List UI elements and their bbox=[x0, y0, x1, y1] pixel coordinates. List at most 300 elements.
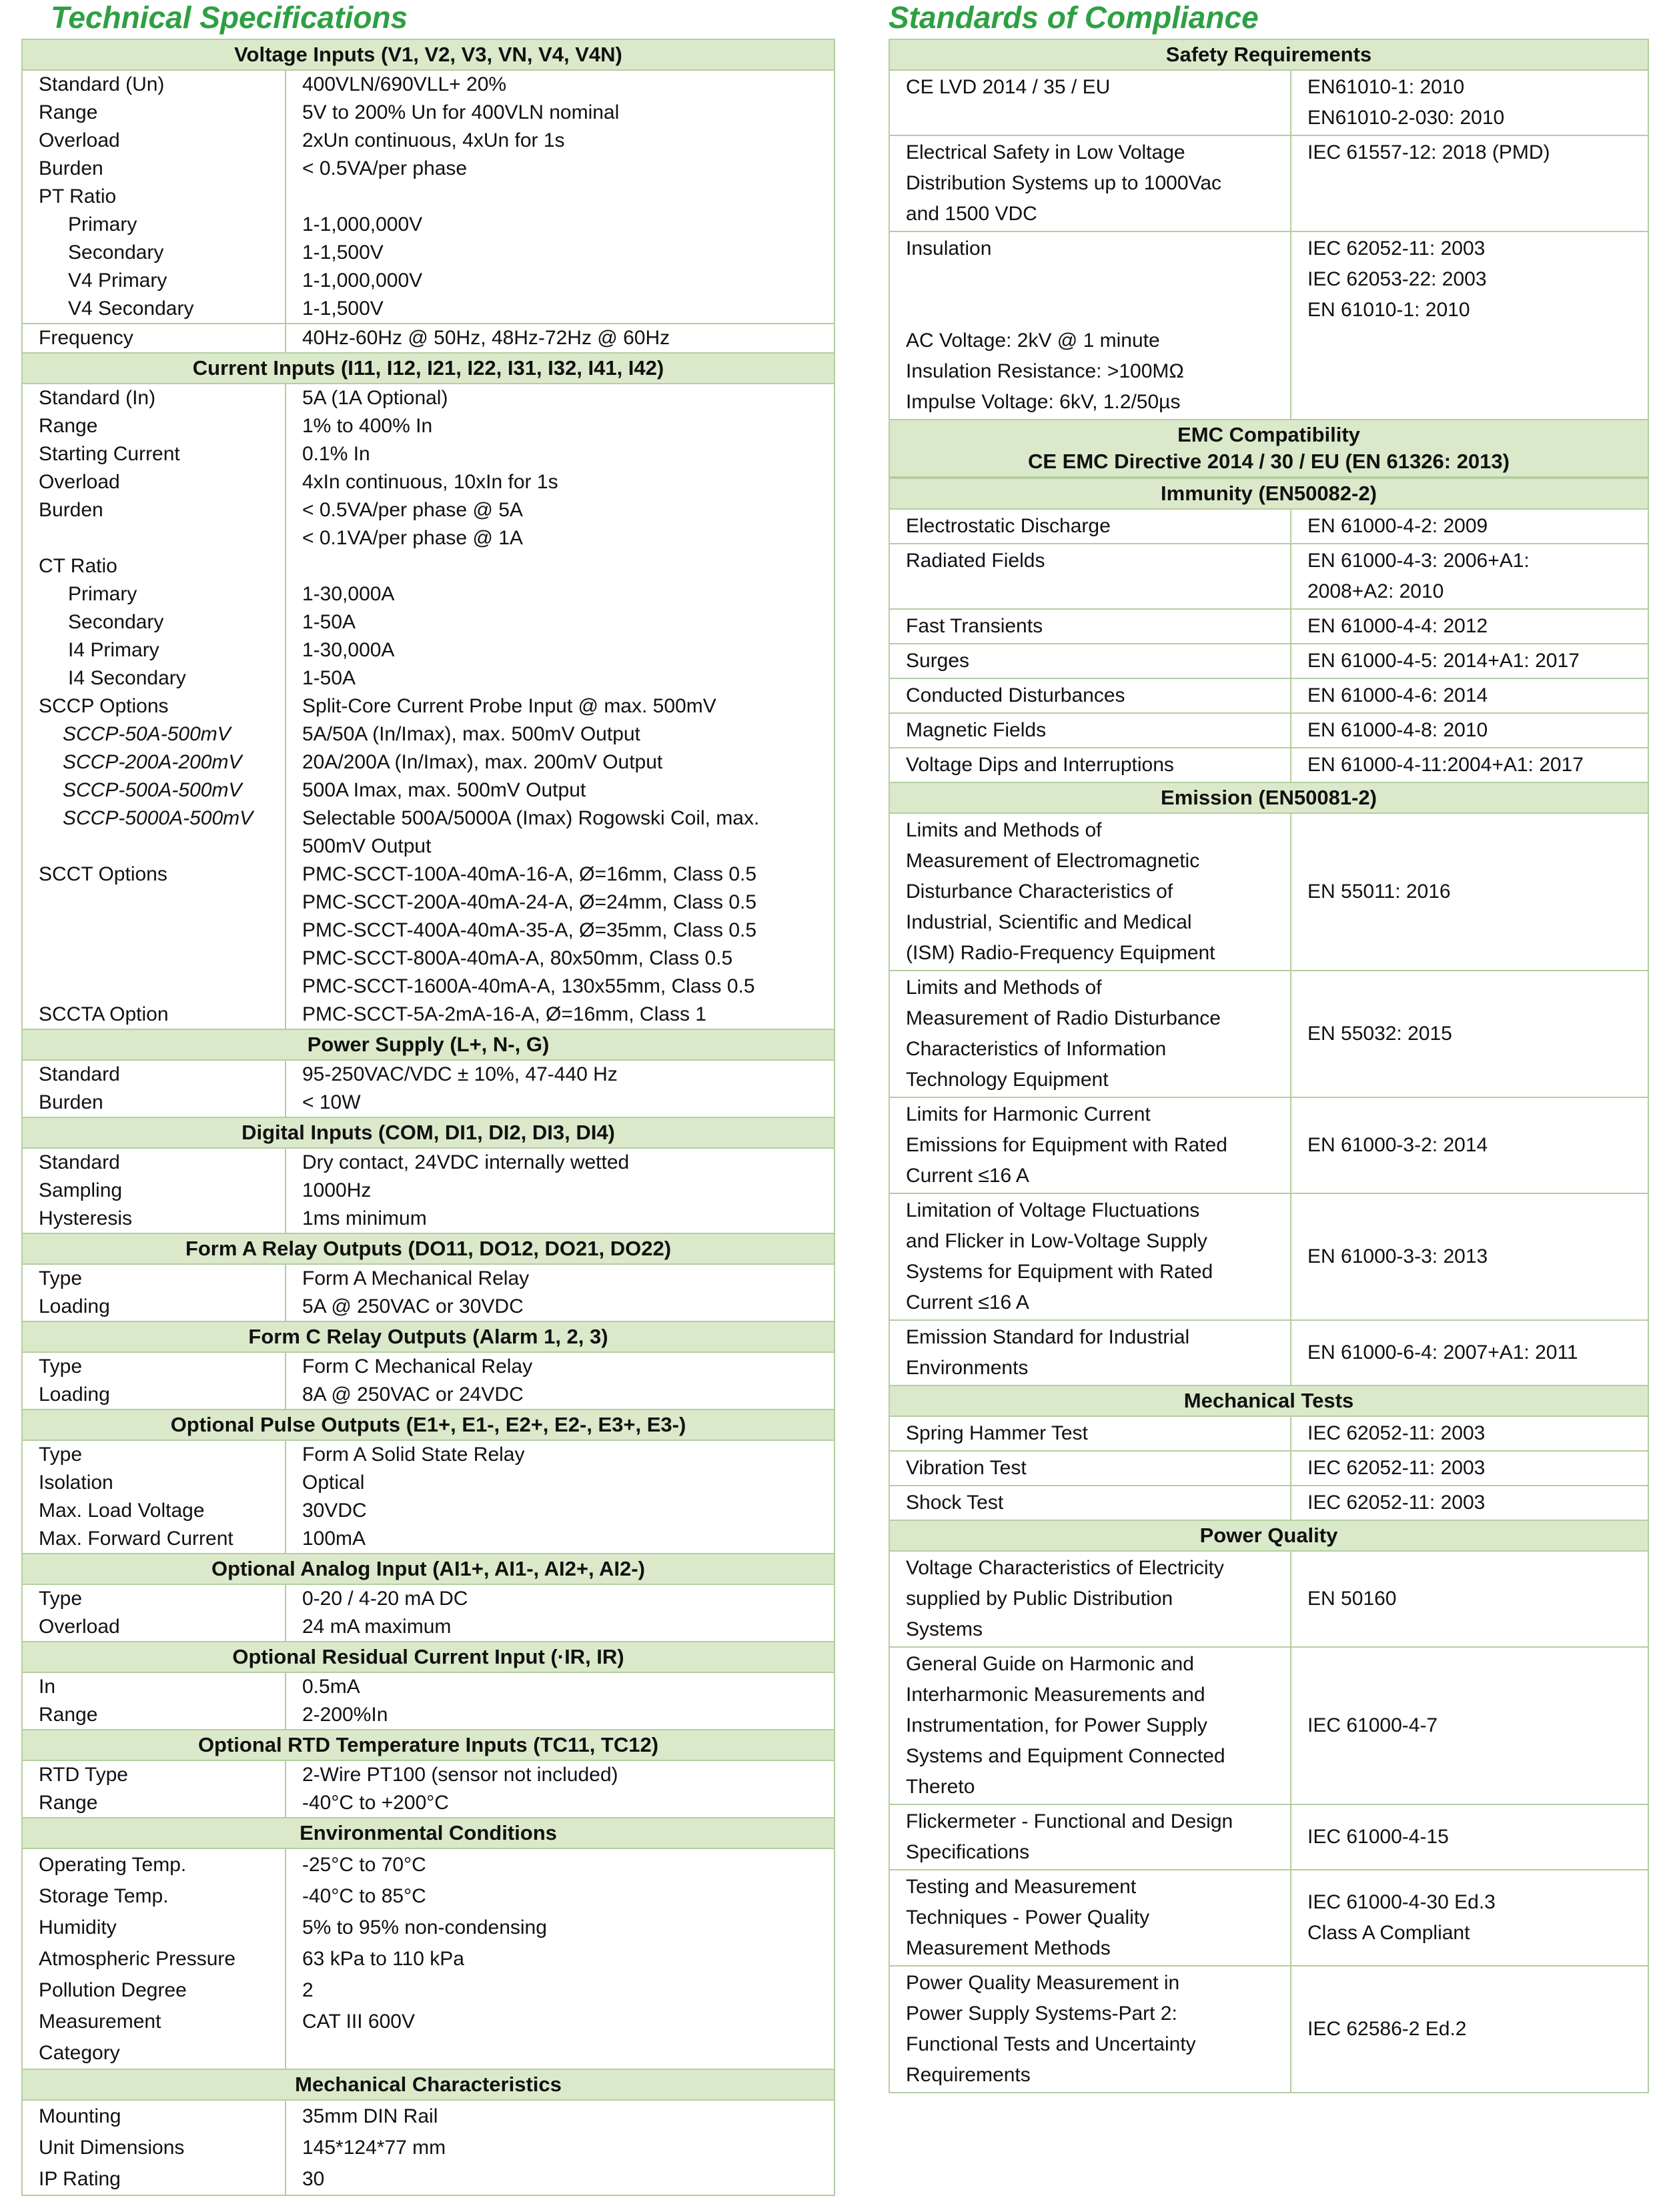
standard-description bbox=[890, 1417, 1291, 1450]
spec-label: Standard (Un) bbox=[23, 71, 286, 99]
spec-label: Measurement bbox=[23, 2006, 286, 2037]
standard-description bbox=[890, 1452, 1291, 1485]
spec-group-rows bbox=[23, 1265, 834, 1321]
spec-row bbox=[23, 1353, 834, 1381]
spec-group-rows bbox=[23, 71, 834, 352]
spec-row bbox=[23, 239, 834, 267]
spec-group-rows bbox=[23, 1585, 834, 1641]
spec-value: -25°C to 70°C bbox=[302, 1854, 426, 1876]
spec-group-header: Mechanical Characteristics bbox=[23, 2069, 834, 2101]
spec-row bbox=[23, 2163, 834, 2195]
spec-group-header: Optional Pulse Outputs (E1+, E1-, E2+, E2-, E3+, E3-) bbox=[23, 1409, 834, 1441]
standard-description-line: Requirements bbox=[906, 2064, 1031, 2086]
spec-value: 400VLN/690VLL+ 20% bbox=[302, 73, 507, 95]
spec-row bbox=[23, 1943, 834, 1975]
spec-label: In bbox=[23, 1673, 286, 1701]
spec-value: -40°C to 85°C bbox=[302, 1885, 426, 1907]
standard-description bbox=[890, 748, 1291, 782]
standard-reference-line: IEC 61557-12: 2018 (PMD) bbox=[1307, 141, 1550, 163]
standard-description-line: Spring Hammer Test bbox=[906, 1422, 1088, 1444]
standard-row bbox=[890, 1552, 1648, 1646]
spec-value: 1-50A bbox=[302, 667, 356, 689]
spec-row bbox=[23, 1177, 834, 1205]
spec-label: SCCP-50A-500mV bbox=[23, 720, 286, 748]
spec-value: PMC-SCCT-5A-2mA-16-A, Ø=16mm, Class 1 bbox=[302, 1003, 706, 1025]
spec-group-rows bbox=[23, 1761, 834, 1817]
standard-reference bbox=[1291, 610, 1648, 643]
spec-value: Split-Core Current Probe Input @ max. 500mV bbox=[302, 695, 716, 717]
standard-reference-line: IEC 61000-4-15 bbox=[1307, 1826, 1449, 1848]
standard-description-line: Limitation of Voltage Fluctuations bbox=[906, 1199, 1200, 1221]
spec-row bbox=[23, 295, 834, 323]
standard-description-line: Electrostatic Discharge bbox=[906, 515, 1111, 537]
spec-value: 1-1,000,000V bbox=[302, 213, 423, 235]
standard-row bbox=[890, 712, 1648, 747]
spec-label: Type bbox=[23, 1585, 286, 1613]
standard-description-line: Interharmonic Measurements and bbox=[906, 1684, 1205, 1706]
spec-group-rows bbox=[23, 1061, 834, 1117]
spec-value: 24 mA maximum bbox=[302, 1616, 452, 1638]
spec-value: 2-Wire PT100 (sensor not included) bbox=[302, 1764, 618, 1786]
spec-row bbox=[23, 1089, 834, 1117]
standard-row bbox=[890, 1097, 1648, 1193]
standard-description-line: Distribution Systems up to 1000Vac bbox=[906, 172, 1222, 194]
spec-row bbox=[23, 2132, 834, 2163]
standard-reference-line: IEC 62052-11: 2003 bbox=[1307, 1422, 1486, 1444]
standard-group-header bbox=[890, 1520, 1648, 1552]
spec-label: Type bbox=[23, 1353, 286, 1381]
standard-description bbox=[890, 1648, 1291, 1804]
standard-description-line: Systems bbox=[906, 1618, 983, 1640]
spec-value: 2 bbox=[302, 1979, 314, 2001]
standard-description bbox=[890, 971, 1291, 1097]
standard-description bbox=[890, 510, 1291, 543]
standard-description-line: Voltage Dips and Interruptions bbox=[906, 754, 1174, 776]
standard-reference-line: IEC 62052-11: 2003 bbox=[1307, 1457, 1486, 1479]
spec-row bbox=[23, 1789, 834, 1817]
standard-reference bbox=[1291, 679, 1648, 712]
spec-value: 8A @ 250VAC or 24VDC bbox=[302, 1384, 524, 1406]
spec-row bbox=[23, 1381, 834, 1409]
standard-description bbox=[890, 1805, 1291, 1869]
spec-value: 1% to 400% In bbox=[302, 415, 433, 437]
standard-description bbox=[890, 136, 1291, 231]
standards-of-compliance-title: Standards of Compliance bbox=[889, 0, 1259, 35]
standard-description-line: AC Voltage: 2kV @ 1 minute bbox=[906, 330, 1160, 352]
spec-label: Secondary bbox=[23, 239, 286, 267]
spec-value: 1-30,000A bbox=[302, 583, 395, 605]
spec-label: Burden bbox=[23, 496, 286, 524]
spec-row bbox=[23, 973, 834, 1001]
spec-label bbox=[23, 889, 286, 917]
spec-row bbox=[23, 384, 834, 412]
standard-reference-line: EN 61000-3-3: 2013 bbox=[1307, 1245, 1488, 1267]
standard-row bbox=[890, 678, 1648, 712]
spec-value bbox=[286, 2037, 834, 2069]
spec-label bbox=[23, 973, 286, 1001]
standard-description bbox=[890, 1194, 1291, 1319]
spec-group-header: Voltage Inputs (V1, V2, V3, VN, V4, V4N) bbox=[23, 40, 834, 71]
spec-value: 1-1,000,000V bbox=[302, 269, 423, 292]
spec-label: SCCP-200A-200mV bbox=[23, 748, 286, 776]
spec-value: Form A Solid State Relay bbox=[302, 1444, 525, 1466]
spec-value: Form A Mechanical Relay bbox=[302, 1267, 530, 1289]
standard-description bbox=[890, 1321, 1291, 1385]
spec-value: 1-1,500V bbox=[302, 241, 384, 263]
spec-group-header: Digital Inputs (COM, DI1, DI2, DI3, DI4) bbox=[23, 1117, 834, 1149]
standard-description bbox=[890, 1967, 1291, 2092]
spec-label: Standard (In) bbox=[23, 384, 286, 412]
spec-label: Overload bbox=[23, 468, 286, 496]
spec-row bbox=[23, 1469, 834, 1497]
standard-description-line: Insulation bbox=[906, 237, 992, 259]
standard-description-line: Impulse Voltage: 6kV, 1.2/50µs bbox=[906, 391, 1181, 413]
spec-row bbox=[23, 833, 834, 861]
spec-group-header: Environmental Conditions bbox=[23, 1817, 834, 1849]
spec-value: 1-30,000A bbox=[302, 639, 395, 661]
standard-description-line: CE LVD 2014 / 35 / EU bbox=[906, 76, 1111, 98]
spec-row bbox=[23, 1761, 834, 1789]
spec-row bbox=[23, 776, 834, 804]
spec-label: Range bbox=[23, 99, 286, 127]
spec-row bbox=[23, 608, 834, 636]
spec-label: Max. Forward Current bbox=[23, 1525, 286, 1553]
spec-row bbox=[23, 861, 834, 889]
standard-row bbox=[890, 814, 1648, 970]
spec-row bbox=[23, 2006, 834, 2037]
standard-description-line: Radiated Fields bbox=[906, 550, 1045, 572]
spec-row bbox=[23, 183, 834, 211]
standard-row bbox=[890, 1804, 1648, 1869]
standard-reference bbox=[1291, 1321, 1648, 1385]
spec-row bbox=[23, 127, 834, 155]
spec-row bbox=[23, 1205, 834, 1233]
spec-value: 40Hz-60Hz @ 50Hz, 48Hz-72Hz @ 60Hz bbox=[302, 327, 670, 349]
standard-description bbox=[890, 1098, 1291, 1193]
standard-group-header bbox=[890, 478, 1648, 510]
standard-description-line: Industrial, Scientific and Medical bbox=[906, 911, 1192, 933]
standard-description-line: Systems and Equipment Connected bbox=[906, 1745, 1225, 1767]
standard-reference bbox=[1291, 714, 1648, 747]
standard-group-header-line: Immunity (EN50082-2) bbox=[1161, 482, 1377, 505]
standard-row bbox=[890, 1869, 1648, 1965]
spec-group-header: Optional RTD Temperature Inputs (TC11, TC12) bbox=[23, 1729, 834, 1761]
standard-group-header bbox=[890, 782, 1648, 814]
standard-description-line: Current ≤16 A bbox=[906, 1165, 1029, 1187]
spec-label: Burden bbox=[23, 1089, 286, 1117]
spec-label: IP Rating bbox=[23, 2163, 286, 2195]
spec-label: I4 Primary bbox=[23, 636, 286, 664]
standard-description-line: Measurement of Electromagnetic bbox=[906, 850, 1200, 872]
spec-label: Range bbox=[23, 412, 286, 440]
standard-description bbox=[890, 644, 1291, 678]
standard-description-line: Insulation Resistance: >100MΩ bbox=[906, 360, 1184, 382]
spec-group-header: Form C Relay Outputs (Alarm 1, 2, 3) bbox=[23, 1321, 834, 1353]
spec-row bbox=[23, 1701, 834, 1729]
spec-group-rows bbox=[23, 1849, 834, 2069]
standard-description-line: Shock Test bbox=[906, 1492, 1004, 1514]
spec-value: < 0.5VA/per phase @ 5A bbox=[302, 499, 523, 521]
spec-label: Unit Dimensions bbox=[23, 2132, 286, 2163]
standard-reference-line: EN 61000-4-11:2004+A1: 2017 bbox=[1307, 754, 1584, 776]
standard-reference bbox=[1291, 510, 1648, 543]
spec-value: PMC-SCCT-100A-40mA-16-A, Ø=16mm, Class 0.5 bbox=[302, 863, 757, 885]
spec-label: Burden bbox=[23, 155, 286, 183]
standard-row bbox=[890, 231, 1648, 419]
spec-row bbox=[23, 1673, 834, 1701]
spec-label: V4 Secondary bbox=[23, 295, 286, 323]
standard-description-line: Environments bbox=[906, 1357, 1029, 1379]
standard-description bbox=[890, 544, 1291, 608]
spec-row bbox=[23, 917, 834, 945]
spec-value: 35mm DIN Rail bbox=[302, 2105, 438, 2127]
spec-label: Range bbox=[23, 1789, 286, 1817]
standard-reference-line: EN 61010-1: 2010 bbox=[1307, 299, 1470, 321]
spec-value: < 0.1VA/per phase @ 1A bbox=[302, 527, 523, 549]
standard-description-line: Flickermeter - Functional and Design bbox=[906, 1810, 1233, 1832]
standard-row bbox=[890, 1319, 1648, 1385]
standard-reference bbox=[1291, 136, 1648, 231]
blank-line bbox=[906, 264, 1281, 295]
spec-label: Secondary bbox=[23, 608, 286, 636]
spec-row bbox=[23, 323, 834, 352]
standard-group-header bbox=[890, 419, 1648, 478]
spec-label: Operating Temp. bbox=[23, 1849, 286, 1880]
spec-row bbox=[23, 1613, 834, 1641]
spec-value bbox=[286, 552, 834, 580]
standard-row bbox=[890, 1965, 1648, 2092]
standard-description-line: Current ≤16 A bbox=[906, 1291, 1029, 1313]
spec-row bbox=[23, 1849, 834, 1880]
standard-reference-line: EN 61000-4-8: 2010 bbox=[1307, 719, 1488, 741]
standard-reference-line: Class A Compliant bbox=[1307, 1922, 1470, 1944]
standard-reference bbox=[1291, 71, 1648, 135]
standard-description-line: Conducted Disturbances bbox=[906, 684, 1125, 706]
standard-description-line: Voltage Characteristics of Electricity bbox=[906, 1557, 1224, 1579]
spec-label: Standard bbox=[23, 1149, 286, 1177]
spec-value: 0.1% In bbox=[302, 443, 370, 465]
standard-description-line: Limits and Methods of bbox=[906, 819, 1102, 841]
standard-description-line: Limits for Harmonic Current bbox=[906, 1103, 1151, 1125]
spec-row bbox=[23, 412, 834, 440]
blank-line bbox=[906, 295, 1281, 326]
spec-label: Humidity bbox=[23, 1912, 286, 1943]
standard-row bbox=[890, 970, 1648, 1097]
standard-row bbox=[890, 1193, 1648, 1319]
spec-row bbox=[23, 211, 834, 239]
standard-reference-line: IEC 61000-4-7 bbox=[1307, 1714, 1438, 1736]
spec-value: 500mV Output bbox=[302, 835, 432, 857]
standard-description-line: Magnetic Fields bbox=[906, 719, 1047, 741]
spec-group-header: Optional Analog Input (AI1+, AI1-, AI2+, AI2-) bbox=[23, 1553, 834, 1585]
spec-row bbox=[23, 2101, 834, 2132]
spec-value: 1-50A bbox=[302, 611, 356, 633]
spec-row bbox=[23, 468, 834, 496]
spec-group-header: Optional Residual Current Input (·IR, IR) bbox=[23, 1641, 834, 1673]
spec-value: 1000Hz bbox=[302, 1179, 372, 1201]
standard-reference bbox=[1291, 544, 1648, 608]
standard-description-line: Limits and Methods of bbox=[906, 977, 1102, 999]
spec-group-header: Power Supply (L+, N-, G) bbox=[23, 1029, 834, 1061]
spec-row bbox=[23, 804, 834, 833]
spec-value: 500A Imax, max. 500mV Output bbox=[302, 779, 586, 801]
spec-value: 30VDC bbox=[302, 1500, 367, 1522]
technical-specifications-column bbox=[21, 0, 835, 2196]
spec-label bbox=[23, 524, 286, 552]
spec-row bbox=[23, 1975, 834, 2006]
standard-description-line: Technology Equipment bbox=[906, 1069, 1109, 1091]
spec-value: 30 bbox=[302, 2168, 325, 2190]
spec-value: < 0.5VA/per phase bbox=[302, 157, 468, 179]
spec-label bbox=[23, 917, 286, 945]
standard-reference-line: IEC 62053-22: 2003 bbox=[1307, 268, 1487, 290]
standard-reference-line: IEC 61000-4-30 Ed.3 bbox=[1307, 1891, 1496, 1913]
standard-reference bbox=[1291, 1805, 1648, 1869]
standard-row bbox=[890, 643, 1648, 678]
standard-reference bbox=[1291, 1552, 1648, 1646]
spec-value: Form C Mechanical Relay bbox=[302, 1355, 533, 1377]
standard-description-line: Testing and Measurement bbox=[906, 1876, 1137, 1898]
standard-description bbox=[890, 610, 1291, 643]
spec-value: 2xUn continuous, 4xUn for 1s bbox=[302, 129, 565, 151]
standard-description-line: Techniques - Power Quality bbox=[906, 1906, 1150, 1928]
spec-value: < 10W bbox=[302, 1091, 361, 1113]
technical-specifications-table bbox=[21, 39, 835, 2196]
spec-group-header: Current Inputs (I11, I12, I21, I22, I31, I32, I41, I42) bbox=[23, 352, 834, 384]
spec-row bbox=[23, 1525, 834, 1553]
spec-group-rows bbox=[23, 1353, 834, 1409]
spec-row bbox=[23, 1497, 834, 1525]
standard-reference bbox=[1291, 1098, 1648, 1193]
standard-description bbox=[890, 71, 1291, 135]
spec-value: Dry contact, 24VDC internally wetted bbox=[302, 1151, 630, 1173]
standard-row bbox=[890, 135, 1648, 231]
spec-row bbox=[23, 155, 834, 183]
spec-label: Type bbox=[23, 1441, 286, 1469]
standard-reference-line: IEC 62052-11: 2003 bbox=[1307, 237, 1486, 259]
standard-reference-line: EN 61000-3-2: 2014 bbox=[1307, 1134, 1488, 1156]
standard-description-line: Vibration Test bbox=[906, 1457, 1027, 1479]
spec-row bbox=[23, 1293, 834, 1321]
spec-row bbox=[23, 1001, 834, 1029]
standard-group-header-line: Safety Requirements bbox=[1165, 43, 1372, 66]
spec-value bbox=[286, 183, 834, 211]
spec-value: Optical bbox=[302, 1472, 365, 1494]
standard-row bbox=[890, 1485, 1648, 1520]
standard-description-line: Emissions for Equipment with Rated bbox=[906, 1134, 1227, 1156]
standard-reference bbox=[1291, 1967, 1648, 2092]
standard-description bbox=[890, 679, 1291, 712]
spec-label: V4 Primary bbox=[23, 267, 286, 295]
standard-description-line: Measurement Methods bbox=[906, 1937, 1111, 1959]
standard-description bbox=[890, 814, 1291, 970]
standard-group-header-line: Emission (EN50081-2) bbox=[1161, 786, 1377, 809]
standard-reference bbox=[1291, 814, 1648, 970]
spec-group-rows bbox=[23, 384, 834, 1029]
spec-row bbox=[23, 71, 834, 99]
spec-value: 5A (1A Optional) bbox=[302, 387, 448, 409]
standard-reference-line: IEC 62586-2 Ed.2 bbox=[1307, 2018, 1467, 2040]
standard-reference bbox=[1291, 232, 1648, 419]
spec-label: Pollution Degree bbox=[23, 1975, 286, 2006]
standard-description-line: Characteristics of Information bbox=[906, 1038, 1167, 1060]
spec-row bbox=[23, 496, 834, 524]
standard-reference bbox=[1291, 1417, 1648, 1450]
standard-description-line: Power Quality Measurement in bbox=[906, 1972, 1180, 1994]
standard-reference bbox=[1291, 1452, 1648, 1485]
spec-row bbox=[23, 552, 834, 580]
standard-description-line: (ISM) Radio-Frequency Equipment bbox=[906, 942, 1215, 964]
standard-reference-line: EN61010-2-030: 2010 bbox=[1307, 107, 1505, 129]
spec-label: Hysteresis bbox=[23, 1205, 286, 1233]
spec-value: 5% to 95% non-condensing bbox=[302, 1916, 547, 1939]
spec-label: Category bbox=[23, 2037, 286, 2069]
standard-row bbox=[890, 1417, 1648, 1450]
spec-row bbox=[23, 1912, 834, 1943]
spec-label: SCCP-500A-500mV bbox=[23, 776, 286, 804]
standard-reference bbox=[1291, 1648, 1648, 1804]
standards-of-compliance-table bbox=[889, 39, 1649, 2093]
spec-value: Selectable 500A/5000A (Imax) Rogowski Coil, max. bbox=[302, 807, 760, 829]
spec-label: Atmospheric Pressure bbox=[23, 1943, 286, 1975]
standard-description-line: Emission Standard for Industrial bbox=[906, 1326, 1190, 1348]
spec-value: 95-250VAC/VDC ± 10%, 47-440 Hz bbox=[302, 1063, 618, 1085]
standard-description-line: Disturbance Characteristics of bbox=[906, 881, 1173, 903]
spec-label bbox=[23, 945, 286, 973]
spec-row bbox=[23, 267, 834, 295]
standard-reference-line: EN61010-1: 2010 bbox=[1307, 76, 1465, 98]
spec-label: Max. Load Voltage bbox=[23, 1497, 286, 1525]
spec-value: PMC-SCCT-200A-40mA-24-A, Ø=24mm, Class 0.5 bbox=[302, 891, 757, 913]
spec-row bbox=[23, 1880, 834, 1912]
spec-row bbox=[23, 720, 834, 748]
spec-value: 1-1,500V bbox=[302, 298, 384, 320]
spec-label: SCCT Options bbox=[23, 861, 286, 889]
spec-row bbox=[23, 1061, 834, 1089]
spec-group-rows bbox=[23, 1441, 834, 1553]
spec-row bbox=[23, 440, 834, 468]
spec-group-header: Form A Relay Outputs (DO11, DO12, DO21, DO22) bbox=[23, 1233, 834, 1265]
spec-row bbox=[23, 636, 834, 664]
spec-value: 2-200%In bbox=[302, 1704, 388, 1726]
standard-description bbox=[890, 232, 1291, 419]
standard-description-line: Electrical Safety in Low Voltage bbox=[906, 141, 1185, 163]
technical-specifications-title: Technical Specifications bbox=[51, 0, 408, 35]
standard-description bbox=[890, 1870, 1291, 1965]
spec-label: Loading bbox=[23, 1381, 286, 1409]
spec-value: 0-20 / 4-20 mA DC bbox=[302, 1588, 468, 1610]
spec-group-rows bbox=[23, 1149, 834, 1233]
standard-reference-line: EN 55032: 2015 bbox=[1307, 1023, 1452, 1045]
standard-description-line: Thereto bbox=[906, 1776, 975, 1798]
spec-row bbox=[23, 1149, 834, 1177]
spec-row bbox=[23, 692, 834, 720]
standard-description-line: Surges bbox=[906, 650, 970, 672]
spec-row bbox=[23, 664, 834, 692]
standard-description bbox=[890, 714, 1291, 747]
spec-label: Primary bbox=[23, 580, 286, 608]
standard-description-line: Measurement of Radio Disturbance bbox=[906, 1007, 1221, 1029]
spec-row bbox=[23, 1441, 834, 1469]
standards-of-compliance-column bbox=[889, 0, 1649, 2093]
spec-group-rows bbox=[23, 1673, 834, 1729]
spec-label: Overload bbox=[23, 1613, 286, 1641]
spec-label: Sampling bbox=[23, 1177, 286, 1205]
spec-value: PMC-SCCT-1600A-40mA-A, 130x55mm, Class 0.5 bbox=[302, 975, 755, 997]
standard-description bbox=[890, 1552, 1291, 1646]
standard-description-line: Functional Tests and Uncertainty bbox=[906, 2033, 1196, 2055]
spec-value: -40°C to +200°C bbox=[302, 1792, 449, 1814]
